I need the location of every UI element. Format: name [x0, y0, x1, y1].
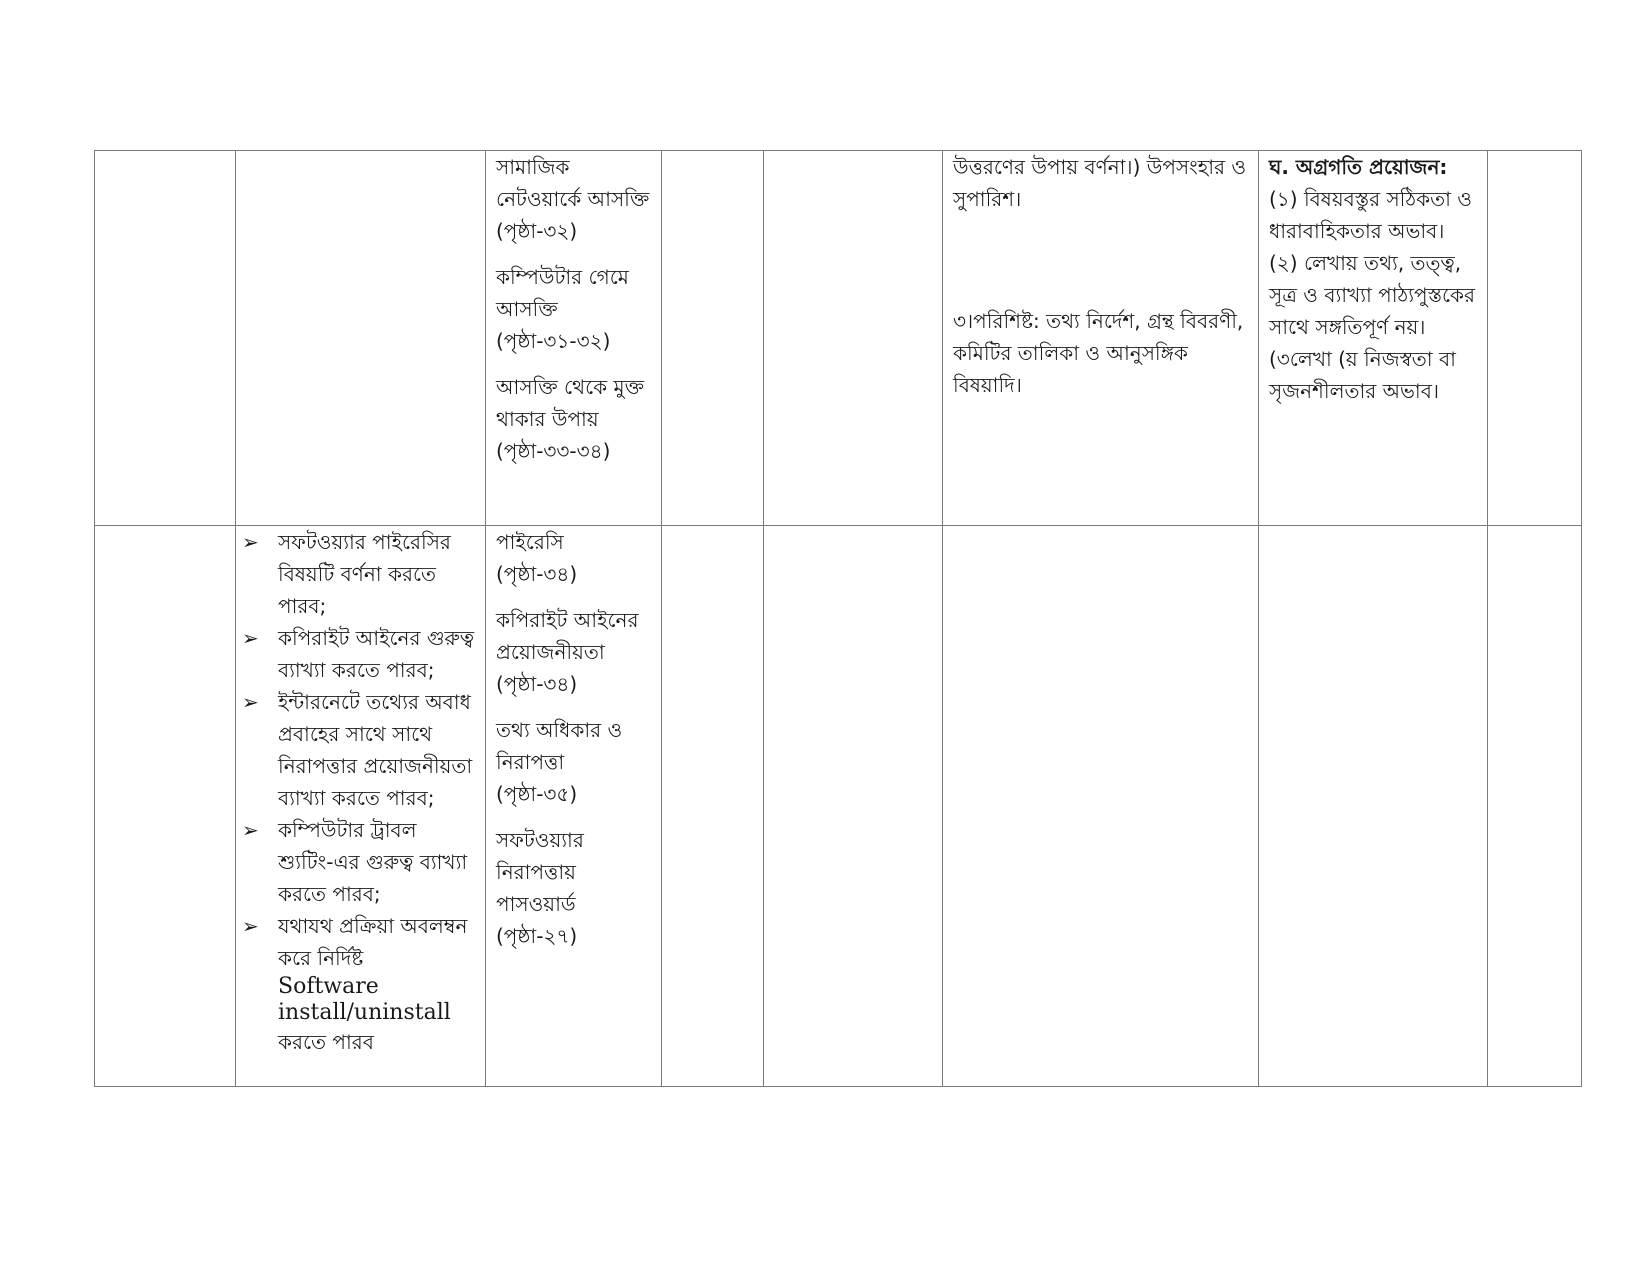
cell-empty [943, 526, 1259, 1087]
objective-list [240, 526, 475, 1058]
appendix-text: ৩।পরিশিষ্ট: তথ্য নির্দেশ, গ্রন্থ বিবরণী, কমিটির তালিকা ও আনুসঙ্গিক বিষয়াদি। [953, 309, 1244, 397]
topic-item: আসক্তি থেকে মুক্ত থাকার উপায় (পৃষ্ঠা-৩৩-৩৪) [496, 375, 645, 463]
progress-heading: ঘ. অগ্রগতি প্রয়োজন: [1269, 155, 1448, 179]
topic-item: কপিরাইট আইনের প্রয়োজনীয়তা (পৃষ্ঠা-৩৪) [496, 608, 639, 696]
cell-topics [486, 526, 662, 1087]
cell-objectives [236, 526, 486, 1087]
objective-item: ➢ ইন্টারনেটে তথ্যের অবাধ প্রবাহের সাথে সাথে নিরাপত্তার প্রয়োজনীয়তা ব্যাখ্যা করতে পারব; [240, 686, 475, 814]
objective-item: ➢ যথাযথ প্রক্রিয়া অবলম্বন করে নির্দিষ্ট Software install/uninstall করতে পারব [240, 910, 475, 1058]
cell-topics [486, 151, 662, 526]
arrow-bullet-icon: ➢ [242, 818, 259, 842]
progress-item: (১) বিষয়বস্তুর সঠিকতা ও ধারাবাহিকতার অভাব। [1269, 187, 1472, 243]
arrow-bullet-icon: ➢ [242, 626, 259, 650]
cell-empty [95, 151, 236, 526]
arrow-bullet-icon: ➢ [242, 530, 259, 554]
topic-item: তথ্য অধিকার ও নিরাপত্তা (পৃষ্ঠা-৩৫) [496, 718, 623, 806]
english-term: Software install/uninstall [278, 974, 451, 1025]
cell-objectives [236, 151, 486, 526]
cell-empty [764, 151, 943, 526]
cell-progress [1259, 151, 1488, 526]
cell-empty [662, 151, 764, 526]
cell-empty [1488, 151, 1582, 526]
arrow-bullet-icon: ➢ [242, 690, 259, 714]
progress-item: (২) লেখায় তথ্য, তত্ত্ব, সূত্র ও ব্যাখ্যা পাঠ্যপুস্তকের সাথে সঙ্গতিপূর্ণ নয়। [1269, 251, 1476, 339]
arrow-bullet-icon: ➢ [242, 914, 259, 938]
outline-text: উত্তরণের উপায় বর্ণনা।) উপসংহার ও সুপারিশ। [953, 155, 1247, 211]
progress-item: (৩লেখা (য় নিজস্বতা বা সৃজনশীলতার অভাব। [1269, 347, 1456, 403]
objective-item: ➢ কম্পিউটার ট্রাবল শ্যুটিং-এর গুরুত্ব ব্যাখ্যা করতে পারব; [240, 814, 475, 910]
topic-item: পাইরেসি (পৃষ্ঠা-৩৪) [496, 530, 578, 586]
table-row [95, 526, 1582, 1087]
cell-outline [943, 151, 1259, 526]
topic-item: কম্পিউটার গেমে আসক্তি (পৃষ্ঠা-৩১-৩২) [496, 265, 629, 353]
topic-item: সামাজিক নেটওয়ার্কে আসক্তি (পৃষ্ঠা-৩২) [496, 155, 650, 243]
plan-table [94, 150, 1582, 1087]
cell-empty [764, 526, 943, 1087]
cell-empty [1488, 526, 1582, 1087]
objective-item: ➢ সফটওয়্যার পাইরেসির বিষয়টি বর্ণনা করতে পারব; [240, 526, 475, 622]
topic-item: সফটওয়্যার নিরাপত্তায় পাসওয়ার্ড (পৃষ্ঠা-২৭) [496, 828, 584, 948]
cell-empty [95, 526, 236, 1087]
objective-item: ➢ কপিরাইট আইনের গুরুত্ব ব্যাখ্যা করতে পারব; [240, 622, 475, 686]
table-row [95, 151, 1582, 526]
cell-empty [1259, 526, 1488, 1087]
cell-empty [662, 526, 764, 1087]
